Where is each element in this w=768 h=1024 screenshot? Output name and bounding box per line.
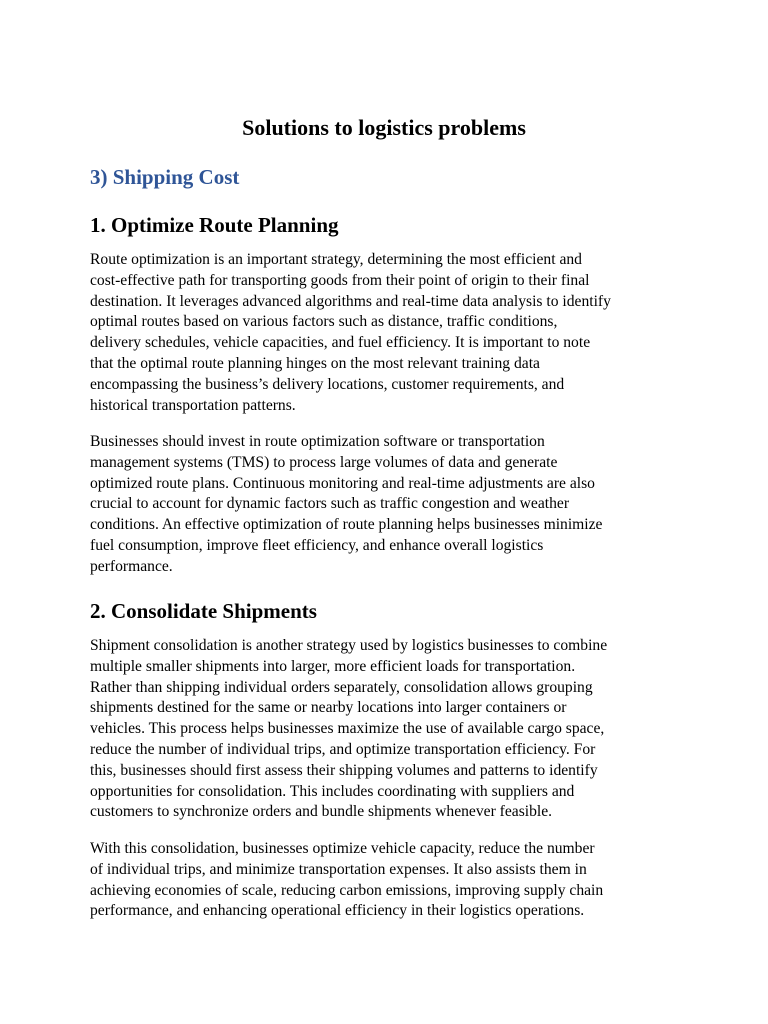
subheading-consolidate-shipments: 2. Consolidate Shipments — [90, 599, 317, 623]
paragraph-shipment-consolidation-benefits: With this consolidation, businesses optimize vehicle capacity, reduce the number of individual trips, and minimize transportation expenses. It also assists them in achieving economies of scale, reducing carbon emissions, improving supply chain performance, and enhancing operational efficiency in their logistics operations. — [90, 840, 604, 920]
paragraph-route-optimization-intro: Route optimization is an important strategy, determining the most efficient and cost-effective path for transporting goods from their point of origin to their final destination. It leverages advanced algorithms and real-time data analysis to identify optimal routes based on various factors such as distance, traffic conditions, delivery schedules, vehicle capacities, and fuel efficiency. It is important to note that the optimal route planning hinges on the most relevant training data encompassing the business’s delivery locations, customer requirements, and historical transportation patterns. — [90, 251, 611, 414]
paragraph-route-optimization-investment: Businesses should invest in route optimization software or transportation management systems (TMS) to process large volumes of data and generate optimized route plans. Continuous monitoring and real-time adjustments are also crucial to account for dynamic factors such as traffic congestion and weather conditions. An effective optimization of route planning helps businesses minimize fuel consumption, improve fleet efficiency, and enhance overall logistics performance. — [90, 433, 603, 575]
document-title: Solutions to logistics problems — [242, 115, 526, 140]
section-heading-shipping-cost: 3) Shipping Cost — [90, 165, 240, 189]
subheading-optimize-route-planning: 1. Optimize Route Planning — [90, 213, 339, 237]
paragraph-shipment-consolidation-intro: Shipment consolidation is another strategy used by logistics businesses to combine multiple smaller shipments into larger, more efficient loads for transportation. Rather than shipping individual orders separately, consolidation allows grouping shipments destined for the same or nearby locations into larger containers or vehicles. This process helps businesses maximize the use of available cargo space, reduce the number of individual trips, and optimize transportation efficiency. For this, businesses should first assess their shipping volumes and patterns to identify opportunities for consolidation. This includes coordinating with suppliers and customers to synchronize orders and bundle shipments whenever feasible. — [90, 637, 608, 821]
